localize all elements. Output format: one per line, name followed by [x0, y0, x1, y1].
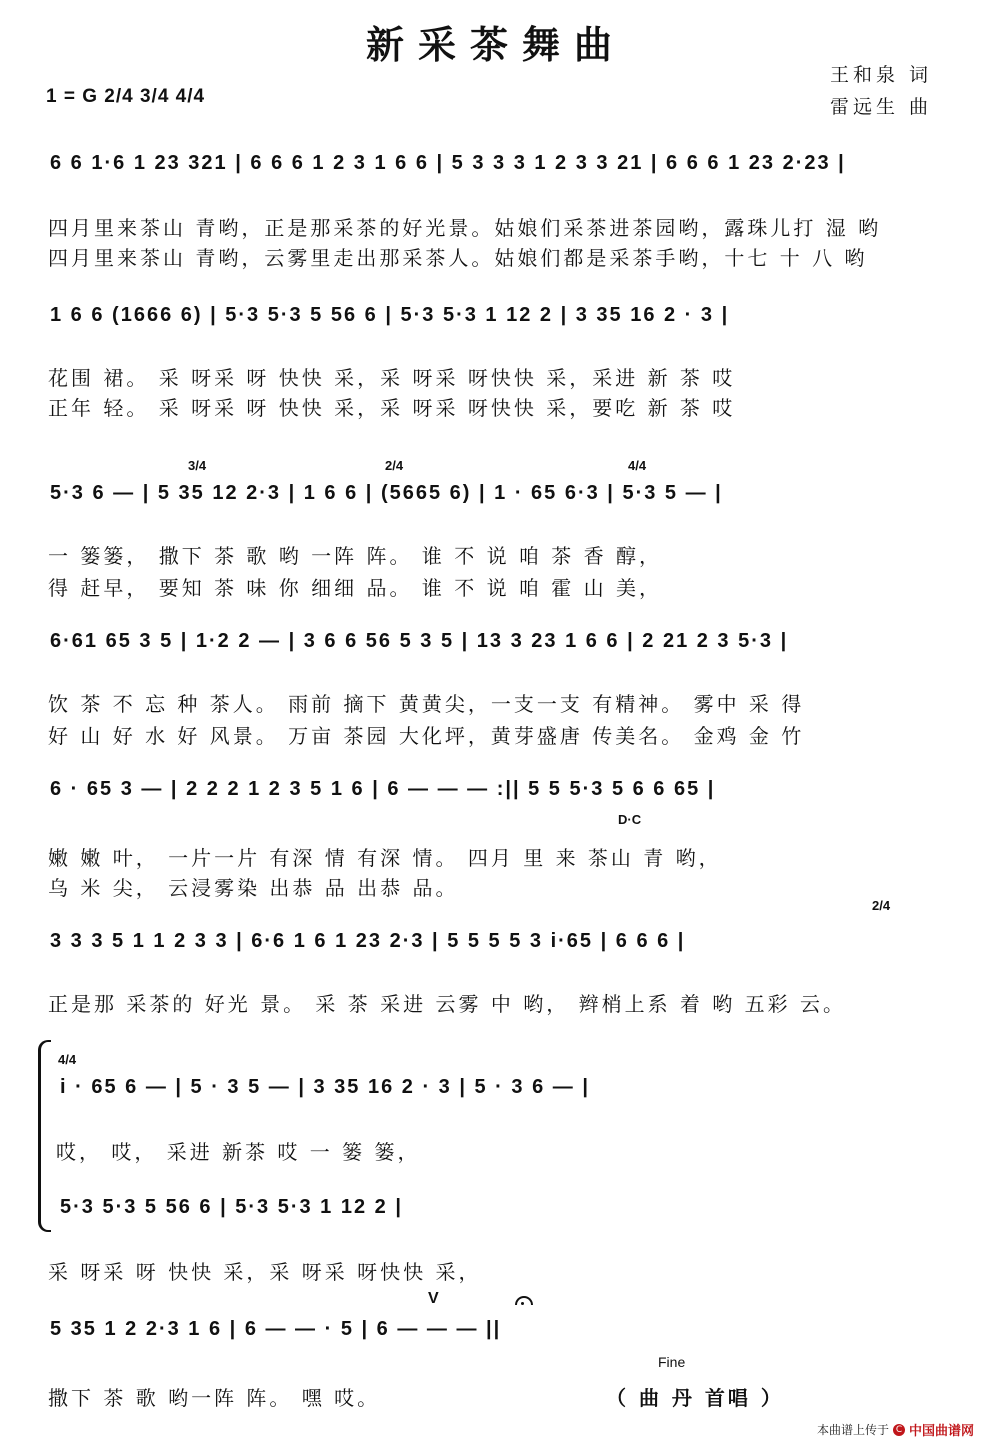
lyricist: 王和泉 词 — [829, 64, 932, 86]
lyric-line-6: 正是那 采茶的 好光 景。 采 茶 采进 云雾 中 哟， 辫梢上系 着 哟 五彩 云。 — [48, 992, 847, 1016]
lyric-line-3b: 得 赶早， 要知 茶 味 你 细细 品。 谁 不 说 咱 霍 山 美， — [48, 576, 663, 600]
lyric-line-4a: 饮 茶 不 忘 种 茶人。 雨前 摘下 黄黄尖，一支一支 有精神。 雾中 采 得 — [48, 692, 805, 716]
lyric-line-1b: 四月里来茶山 青哟，云雾里走出那采茶人。姑娘们都是采茶手哟，十七 十 八 哟 — [48, 246, 868, 270]
lyric-line-8: 采 呀采 呀 快快 采，采 呀采 呀快快 采， — [48, 1260, 482, 1284]
key-time-signature: 1 = G 2/4 3/4 4/4 — [46, 86, 206, 107]
lyric-line-5a: 嫩 嫩 叶， 一片一片 有深 情 有深 情。 四月 里 来 茶山 青 哟， — [48, 846, 722, 870]
composer: 雷远生 曲 — [829, 96, 932, 118]
lyric-line-3a: 一 篓篓， 撒下 茶 歌 哟 一阵 阵。 谁 不 说 咱 茶 香 醇， — [48, 544, 663, 568]
page-title: 新采茶舞曲 — [365, 23, 626, 67]
repeat-bracket — [38, 1040, 51, 1232]
notation-line-3: 5·3 6 — | 5 35 12 2·3 | 1 6 6 | (5665 6) | 1 · 65 6·3 | 5·3 5 — | — [50, 482, 723, 504]
notation-line-6: 3 3 3 5 1 1 2 3 3 | 6·6 1 6 1 23 2·3 | 5 5 5 5 3 i·65 | 6 6 6 | — [50, 930, 686, 952]
time-mark-2-4-b: 2/4 — [872, 898, 891, 913]
accent-mark: V — [428, 1290, 439, 1307]
notation-line-4: 6·61 65 3 5 | 1·2 2 — | 3 6 6 56 5 3 5 | 13 3 23 1 6 6 | 2 21 2 3 5·3 | — [50, 630, 789, 652]
upload-note: 本曲谱上传于 — [816, 1423, 889, 1437]
time-mark-4-4: 4/4 — [628, 458, 647, 473]
site-footer — [817, 1420, 974, 1439]
performer-credit: （ 曲 丹 首唱 ） — [606, 1386, 784, 1410]
notation-line-5: 6 · 65 3 — | 2 2 2 1 2 3 5 1 6 | 6 — — — :|| 5 5 5·3 5 6 6 65 | — [50, 778, 716, 800]
fermata-dot — [521, 1302, 524, 1305]
site-logo-icon: C — [893, 1424, 905, 1436]
notation-line-2: 1 6 6 (1666 6) | 5·3 5·3 5 56 6 | 5·3 5·3 1 12 2 | 3 35 16 2 · 3 | — [50, 304, 730, 326]
lyric-line-2b: 正年 轻。 采 呀采 呀 快快 采，采 呀采 呀快快 采，要吃 新 茶 哎 — [48, 396, 736, 420]
site-name[interactable]: 中国曲谱网 — [908, 1424, 974, 1439]
notation-line-1: 6 6 1·6 1 23 321 | 6 6 6 1 2 3 1 6 6 | 5 3 3 3 1 2 3 3 21 | 6 6 6 1 23 2·23 | — [50, 152, 846, 174]
notation-line-9: 5 35 1 2 2·3 1 6 | 6 — — · 5 | 6 — — — || — [50, 1318, 502, 1340]
notation-line-8: 5·3 5·3 5 56 6 | 5·3 5·3 1 12 2 | — [60, 1196, 403, 1218]
time-mark-2-4: 2/4 — [385, 458, 404, 473]
da-capo-mark: D·C — [618, 812, 642, 827]
lyric-line-7: 哎， 哎， 采进 新茶 哎 一 篓 篓， — [56, 1140, 421, 1164]
notation-line-7: i · 65 6 — | 5 · 3 5 — | 3 35 16 2 · 3 | 5 · 3 6 — | — [60, 1076, 590, 1098]
time-mark-3-4: 3/4 — [188, 458, 207, 473]
lyric-line-4b: 好 山 好 水 好 风景。 万亩 茶园 大化坪，黄芽盛唐 传美名。 金鸡 金 竹 — [48, 724, 805, 748]
fermata-icon — [515, 1296, 533, 1305]
lyric-line-9: 撒下 茶 歌 哟一阵 阵。 嘿 哎。 — [48, 1386, 381, 1410]
lyric-line-1a: 四月里来茶山 青哟，正是那采茶的好光景。姑娘们采茶进茶园哟，露珠儿打 湿 哟 — [48, 216, 882, 240]
lyric-line-2a: 花围 裙。 采 呀采 呀 快快 采，采 呀采 呀快快 采，采进 新 茶 哎 — [48, 366, 736, 390]
lyric-line-5b: 乌 米 尖， 云浸雾染 出恭 品 出恭 品。 — [48, 876, 459, 900]
fine-mark: Fine — [658, 1354, 686, 1370]
time-mark-4-4-b: 4/4 — [58, 1052, 77, 1067]
